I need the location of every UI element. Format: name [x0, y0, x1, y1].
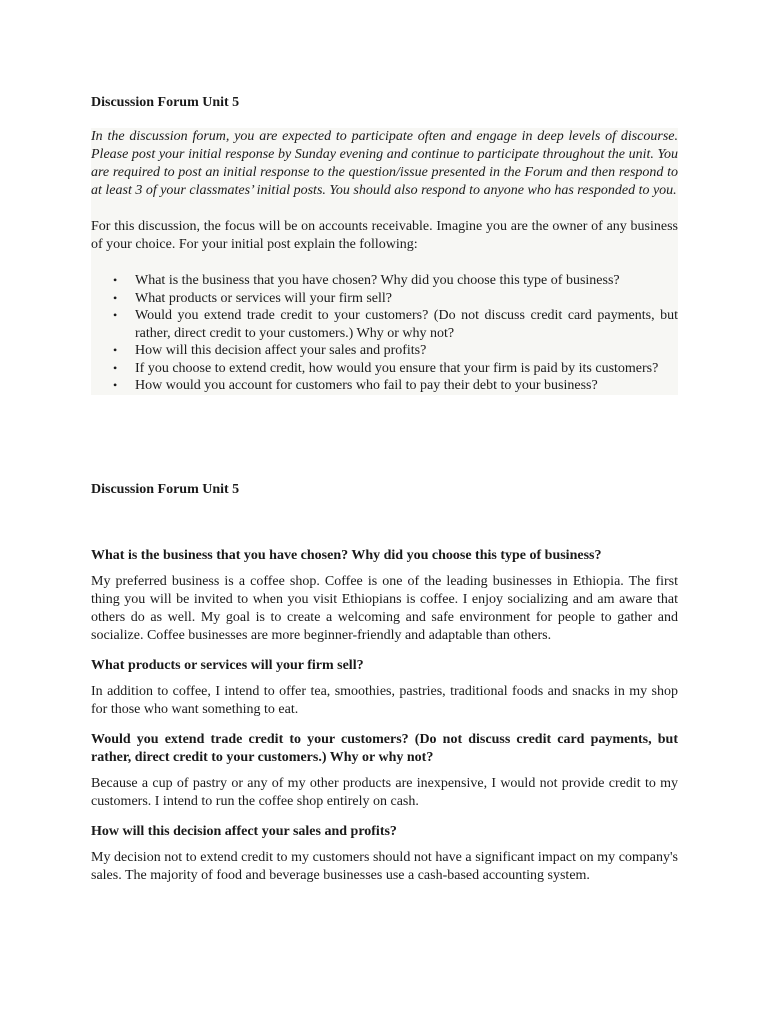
forum-expectations: In the discussion forum, you are expected to participate often and engage in deep levels of discourse. Please post your initial response by Sunday evening and continue to participate throughout the unit. You are required to post an initial response to the question/issue presented in the Forum and then respond to at least 3 of your classmates’ initial posts. You should also respond to anyone who has responded to you.	[91, 129, 678, 198]
qa-section	[91, 547, 678, 645]
bullet-icon: •	[113, 308, 118, 322]
list-item: • Would you extend trade credit to your customers? (Do not discuss credit card payments, but rather, direct credit to your customers.) Why or why not?	[113, 308, 678, 341]
answer-text: Because a cup of pastry or any of my other products are inexpensive, I would not provide credit to my customers. I intend to run the coffee shop entirely on cash.	[91, 776, 678, 809]
bullet-icon: •	[113, 290, 118, 305]
qa-section	[91, 731, 678, 811]
answer-text: My preferred business is a coffee shop. Coffee is one of the leading businesses in Ethiopia. The first thing you will be invited to when you visit Ethiopians is coffee. I enjoy socializing and am aware that others do as well. My goal is to create a welcoming and safe environment for people to gather and socialize. Coffee businesses are more beginner-friendly and adaptable than others.	[91, 574, 678, 643]
response-title: Discussion Forum Unit 5	[91, 482, 240, 497]
document-title: Discussion Forum Unit 5	[91, 95, 240, 110]
bullet-icon: •	[113, 343, 118, 357]
question-heading: Would you extend trade credit to your customers? (Do not discuss credit card payments, but rather, direct credit to your customers.) Why or why not?	[91, 732, 678, 765]
question-heading: What products or services will your firm sell?	[91, 658, 364, 673]
bullet-icon: •	[113, 378, 118, 392]
question-heading: How will this decision affect your sales and profits?	[91, 824, 397, 839]
list-item: • What is the business that you have chosen? Why did you choose this type of business?	[113, 273, 620, 288]
list-item: • How would you account for customers who fail to pay their debt to your business?	[113, 378, 598, 393]
prompt-list	[91, 272, 678, 395]
discussion-focus: For this discussion, the focus will be on accounts receivable. Imagine you are the owner of any business of your choice. For your initial post explain the following:	[91, 219, 678, 252]
list-item: • What products or services will your firm sell?	[113, 290, 392, 306]
assignment-instructions	[91, 128, 678, 395]
qa-section	[91, 823, 678, 885]
qa-section	[91, 657, 678, 719]
answer-text: In addition to coffee, I intend to offer tea, smoothies, pastries, traditional foods and snacks in my shop for those who want something to eat.	[91, 684, 678, 717]
bullet-icon: •	[113, 273, 118, 287]
list-item: • How will this decision affect your sales and profits?	[113, 343, 427, 358]
answer-text: My decision not to extend credit to my customers should not have a significant impact on my company's sales. The majority of food and beverage businesses use a cash-based accounting system.	[91, 850, 678, 883]
bullet-icon: •	[113, 360, 118, 375]
question-heading: What is the business that you have chosen? Why did you choose this type of business?	[91, 548, 602, 563]
list-item: • If you choose to extend credit, how would you ensure that your firm is paid by its customers?	[113, 360, 659, 376]
